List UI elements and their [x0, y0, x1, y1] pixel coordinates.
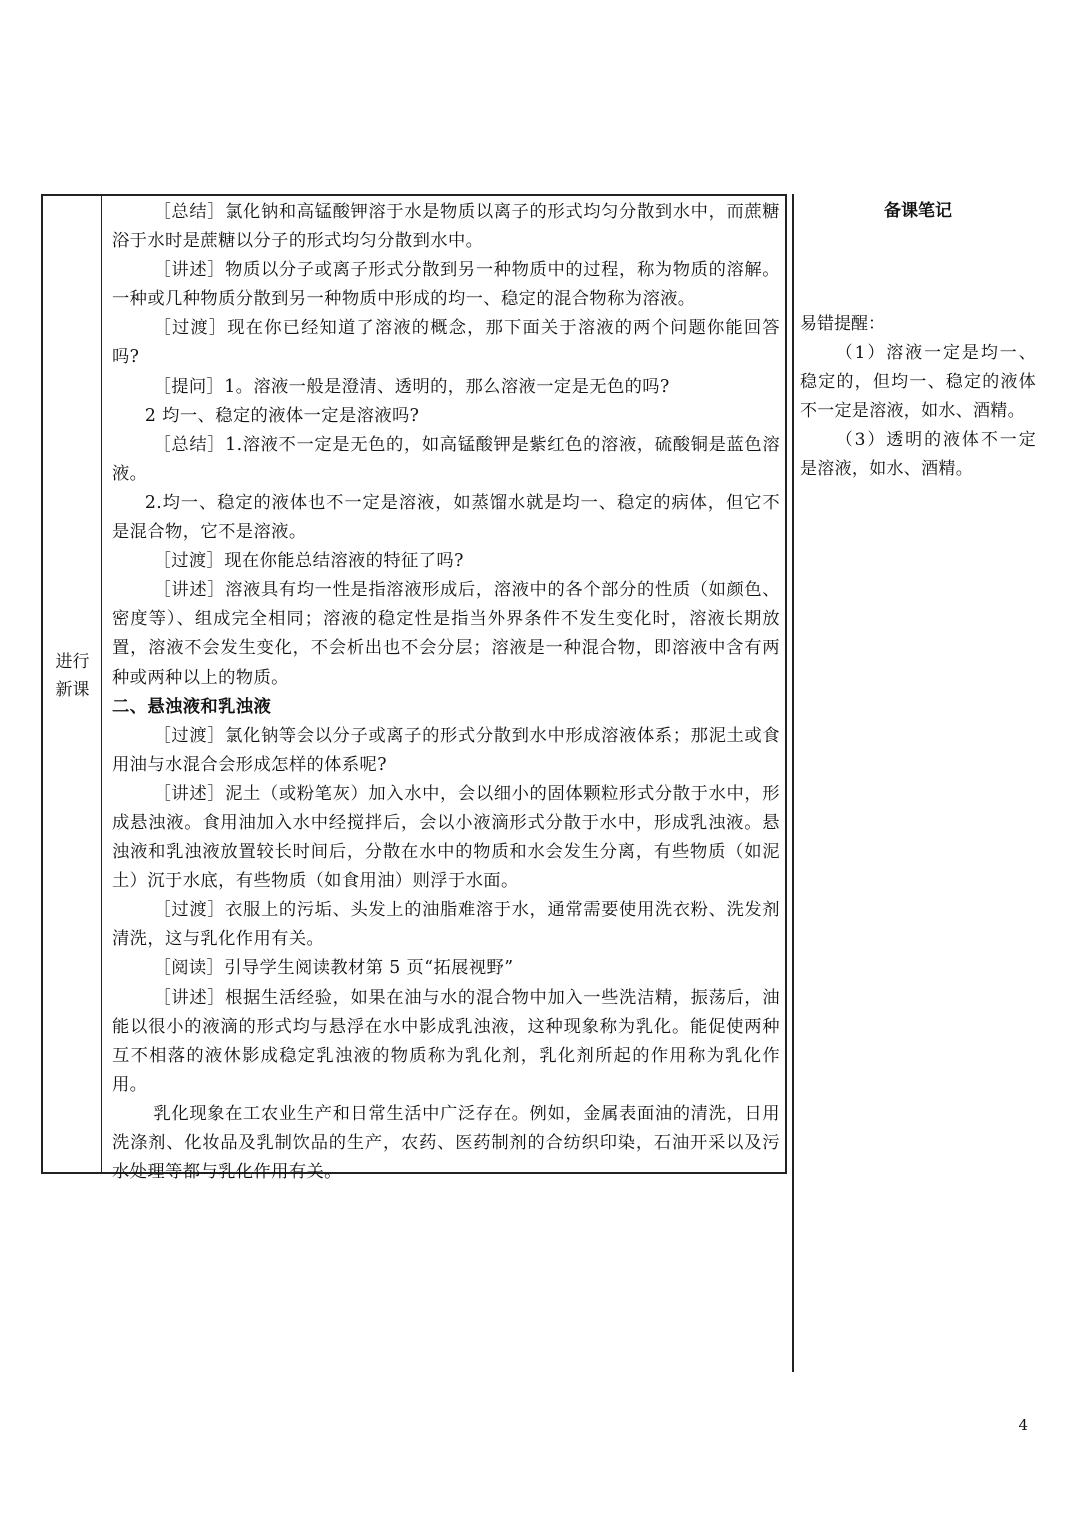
section-column [43, 196, 102, 1172]
page-number: 4 [1018, 1416, 1028, 1434]
section-label [43, 648, 102, 704]
paragraph-question-1: ［提问］1。溶液一般是澄清、透明的，那么溶液一定是无色的吗? [153, 376, 670, 397]
section-label-line1: 进行 [55, 652, 90, 672]
notes-subtitle: 易错提醒： [800, 314, 885, 334]
lesson-table [41, 194, 787, 1183]
notes-item: （1）溶液一定是均一、稳定的，但均一、稳定的液体不一定是溶液，如水、酒精。 [800, 343, 1036, 421]
paragraph-summary-answer-2: 2.均一、稳定的液体也不一定是溶液，如蒸馏水就是均一、稳定的病体，但它不是混合物，它不是溶液。 [112, 492, 780, 543]
paragraph-transition-cleaning: ［过渡］衣服上的污垢、头发上的油脂难溶于水，通常需要使用洗衣粉、洗发剂清洗，这与乳化作用有关。 [112, 900, 780, 950]
notes-title: 备课笔记 [884, 201, 952, 221]
paragraph-summary-dissolution: ［总结］氯化钠和高锰酸钾溶于水是物质以离子的形式均匀分散到水中，而蔗糖浴于水时是蔗糖以分子的形式均匀分散到水中。 [112, 202, 780, 252]
lesson-content [112, 198, 780, 1187]
section-heading-suspensions: 二、悬浊液和乳浊液 [112, 696, 272, 717]
paragraph-question-2: 2 均一、稳定的液体一定是溶液吗? [144, 405, 420, 426]
paragraph-lecture-emulsification: ［讲述］根据生活经验，如果在油与水的混合物中加入一些洗洁精，振荡后，油能以很小的液滴的形式均与悬浮在水中影成乳浊液，这种现象称为乳化。能促使两种互不相落的液休影成稳定乳浊液的物质称为乳化剂，乳化剂所起的作用称为乳化作用。 [112, 987, 780, 1095]
paragraph-lecture-suspensions: ［讲述］泥土（或粉笔灰）加入水中，会以细小的固体颗粒形式分散于水中，形成悬浊液。食用油加入水中经搅拌后，会以小液滴形式分散于水中，形成乳浊液。悬浊液和乳浊液放置较长时间后，分散在水中的物质和水会发生分离，有些物质（如泥土）沉于水底，有些物质（如食用油）则浮于水面。 [112, 783, 780, 892]
notes-divider [792, 194, 794, 1372]
paragraph-summary-answer-1: ［总结］1.溶液不一定是无色的，如高锰酸钾是紫红色的溶液，硫酸铜是蓝色溶液。 [112, 434, 780, 484]
section-label-line2: 新课 [55, 680, 90, 700]
paragraph-lecture-definition: ［讲述］物质以分子或离子形式分散到另一种物质中的过程，称为物质的溶解。一种或几种物质分散到另一种物质中形成的均一、稳定的混合物称为溶液。 [112, 260, 780, 310]
paragraph-transition-features: ［过渡］现在你能总结溶液的特征了吗? [153, 551, 464, 572]
paragraph-transition-systems: ［过渡］氯化钠等会以分子或离子的形式分散到水中形成溶液体系；那泥土或食用油与水混合会形成怎样的体系呢? [112, 725, 780, 775]
paragraph-transition-questions: ［过渡］现在你已经知道了溶液的概念，那下面关于溶液的两个问题你能回答吗? [112, 318, 780, 368]
paragraph-emulsification-applications: 乳化现象在工农业生产和日常生活中广泛存在。例如，金属表面油的清洗，日用洗涤剂、化妆品及乳制饮品的生产，农药、医药制剂的合纺织印染，石油开采以及污水处理等都与乳化作用有关。 [112, 1103, 780, 1183]
paragraph-lecture-features: ［讲述］溶液具有均一性是指溶液形成后，溶液中的各个部分的性质（如颜色、密度等）、组成完全相同；溶液的稳定性是指当外界条件不发生变化时，溶液长期放置，溶液不会发生变化，不会析出也不会分层；溶液是一种混合物，即溶液中含有两种或两种以上的物质。 [112, 580, 780, 688]
notes-column [800, 194, 1036, 484]
notes-item: （3）透明的液体不一定是溶液，如水、酒精。 [800, 430, 1036, 479]
paragraph-reading-task: ［阅读］引导学生阅读教材第 5 页“拓展视野” [153, 958, 514, 979]
